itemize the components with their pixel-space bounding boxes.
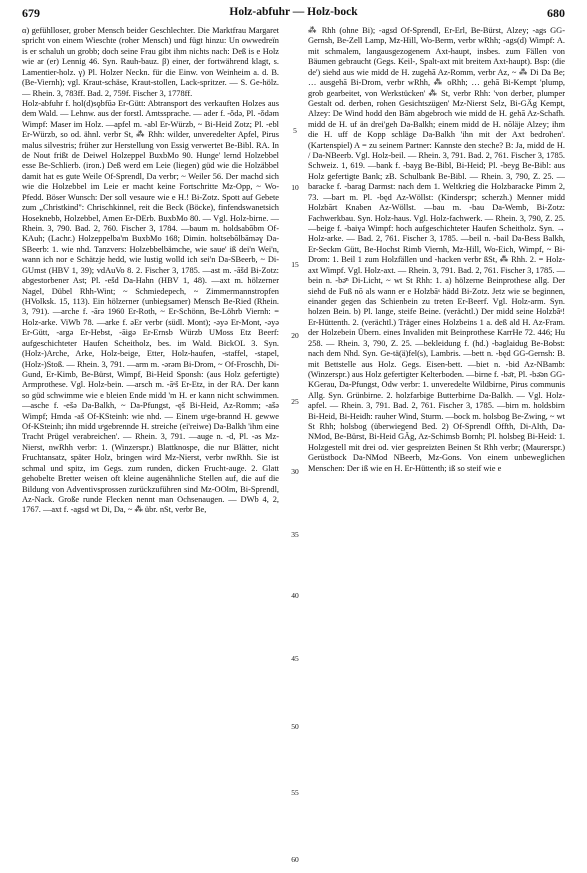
- line-number: 60: [291, 855, 299, 864]
- line-number: 25: [291, 397, 299, 406]
- line-number: 15: [291, 260, 299, 269]
- running-head: Holz-abfuhr — Holz-bock: [229, 6, 358, 18]
- line-number: 40: [291, 591, 299, 600]
- left-page-number: 679: [22, 6, 40, 20]
- right-column: [308, 26, 565, 864]
- page-header: [22, 6, 565, 22]
- line-number: 55: [291, 788, 299, 797]
- line-number: 20: [291, 331, 299, 340]
- entry-holz-abfuhr: Holz-abfuhr f. hol(d)sǫbfūǝ Er-Gütt: Abtransport des verkauften Holzes aus dem Wald. — Lehnw. aus der forstl. Amtssprache. — ader f. -ǒdǝ, Pl. -ǒdǝm Wimpf: Maser im Holz. —apfel m. -abl Er-Würzb, ~ Bi-Heid Zotz; Pl. -ebl Er-Würzb, so od. ähnl. verbr St, ⁂ Rhh: wilder, unveredelter Apfel, Pirus malus silvestris; früher zur Herstellung von Essig verwertet Be-Bibl. RA. In de Nout frißt de Deiwel Holzeppel BuxbMo 90. Hunge' lernd Holzebbel esse Be-Schlierb. (iron.) Deß werd em Leie (liegen) güd wie die Holzäbbel damit hat es gute Weile Of-Sprendl, Da verbr; ~ Weiler 56. Der machd sich wie die Holzebbel im Leie er macht keine Fortschritte Mz-Opp, ~ Wo-Pfedd. Böser Wunsch: Der soll vesaure wie e H.! Bi-Zotz. Spott auf Gebete zum „Christkind": Chrischkinnel, reit die Beck (Böcke), finfendswanetsich Hoseknebb, Holzebbel, Amen Er-DErb. BuxbMo 80. — Vgl. Holz-birne. — Rhein. 3, 790. Bad. 2, 760. Fischer 3, 1784. —baum m. holdsabōbm Of-KAuh; (Lachr.) Holzeppelba'm BuxbMo 168; Dimin. holtsebōlbāmǝɣ Da-SBeerb: 1. wie nhd. Tanzvers: Holzebbelbämche, wie saue' iß dei'n Wei'n, wann ich nor e Schätzje hedd, wie lustig wolld ich sei'n Da-SBeerb, ~ Di-GUmst (HBV 1, 39); vdAuVo 8. 2. Fischer 3, 1785. —ast m. -āšd Bi-Zotz: abgestorbener Ast; Pl. -ešd Da-Hahn (HBV 1, 48). —axt m. hölzerner Nagel, Dübel Rhh-Wint; ~ Schmiedepech, ~ Zimmermannstropfen (HVolksk. 15, 113). Ein hölzerner (unbiegsamer) Mensch Be-Ried (Rhein. 3, 791). —arche f. -ārǝ 1960 Er-Roth, ~ Er-Schönn, Be-Löhrb Viernh: = Holz-arke. ViWb 78. —arke f. ǝEr verbr (südl. Mont); -ǝyǝ Er-Mont, -ǝyǝ Er-Gütt, -argǝ Er-Hebst, -āigǝ Er-Ernsb Würzb UMoss Etz Beerf: aufgeschichteter Haufen Scheitholz, bes. im Wald. BickOL 3. Syn. (Holz-)Arche, Arke, Holz-beige, Etter, Holz-haufen, -staffel, -stapel, (Holz-)Stoß. — Rhein. 3, 791. —arm m. -ǝrǝm Bi-Drom, ~ Of-Froschh, Di-Gund, Er-Kimb, Be-Bürst, Wimpf, Bi-Heid Sponsh: (aus Holz gefertigte) Armprothese. Vgl. Holz-bein. —arsch m. -āˢš Er-Etz, in der RA. Der kann so güd schwimme wie e bleien Ende midd 'm H. er kann nicht schwimmen. —asche f. -ešǝ Da-Balkh, ~ Da-Pfungst, -ęš Bi-Heid, Az-Romm; -ašǝ Wimpf; Hmda -aš Of-KSteinh: wie nhd. — Einem uˢge-brannd H. gewwe Of-KSteinh; ihn midd uˢgebrennde H. streiche (ei'reiwe) Da-Balkh 'ihm eine Tracht Prügel verabreichen'. — Rhein. 3, 791. —auge n. -d, Pl. -ǝs Mz-Nierst, nwRhh verbr: 1. (Winzerspr.) Blattknospe, die nur Blätter, nicht Fruchtansatz, später Holz, bringen wird Mz-Nierst, verbr nwRhh. Sie ist schmal und spitz, im Gegs. zum runden, dicken Frucht-auge. 2. Glatt gehobelte Bretter weisen oft kleine augenähnliche Stellen auf, die auf die Bildung von Adventivsprossen zurückzuführen sind Mz-OOlm, Bi-Sprendl, Az-Nack. Große runde Flecken nennt man Ochsenaugen. — DWb 4, 2, 1767. —axt f. -agsd wt Di, Da, ~ ⁂ übr. nSt, verbr Be,: [22, 98, 279, 515]
- line-number: 10: [291, 183, 299, 192]
- line-number: 45: [291, 654, 299, 663]
- line-number: 5: [293, 126, 297, 135]
- right-page-number: 680: [547, 6, 565, 20]
- line-number: 50: [291, 722, 299, 731]
- line-number-gutter: [287, 26, 303, 864]
- line-number: 35: [291, 530, 299, 539]
- left-column: [22, 26, 279, 864]
- line-number: 30: [291, 467, 299, 476]
- entry-holz-axt-continuation: ⁂ Rhh (ohne Bi); -agsd Of-Sprendl, Er-Erl, Be-Bürst, Alzey; -ags GG-Gernsh, Be-Zell Lamp, Mz-Hill, Wo-Berm, verbr wRhh; -ags(d) Wimpf: A. mit schmalem, langausgezogenem Axt-haupt, insbes. zum Fällen von Bäumen gebraucht (Gegs. Keil-, Spalt-axt mit breitem Axt-haupt). Bsp: (die de') siehd aus wie midd de H. zugehā Az-Romm, verbr Az, ~ ⁂ Di Da Be; … ausgehā Bi-Drom, verbr wRhh, ⁂ oRhh; … gehā Bi-Kempt 'plump, grob gearbeitet, von Werkstücken' ⁂ St, verbr Rhh: 'von derber, plumper Gestalt od. derben, rohen Gesichtszügen' Mz-Nierst Selz, Bi-GÄg Kempt, Alzey: De Wind hodd den Bām abgebroch wie midd de H. gehā Az-Schafh. midd de H. uf än drei'geh Da-Balkh; einem midd de H. nōläje Alzey; ihm die H. uff de Kopp schläge Da-Balkh 'ihn mit der Axt bedrohen'. (Kartenspiel) A = zu seinem Partner: Kannste den steche? B: Ja, midd de H. / Da-NBeerb. Vgl. Holz-beil. — Rhein. 3, 791. Bad. 2, 761. Fischer 3, 1785. Schweiz. 1, 619. —bank f. -bayg Be-Bibl, Bi-Heid; Pl. -beyg Be-Bibl: aus Holz gefertigte Bank; zB. Schulbank Be-Bibl. — Rhein. 3, 790, Z. 25. —baracke f. -barag Darmst: nach dem 1. Weltkrieg die Holzbaracke Pimm 2, 73. —bart m. Pl. -będ Az-Wöllst: (Kinderspr; scherzh.) Menner midd Holzbārt Knaben Az-Wöllst. —bau m. -bau Da-Wemb, Bi-Zotz: Fachwerkbau. Syn. Holz-haus. Vgl. Holz-fachwerk. — Rhein. 3, 790, Z. 25. —beige f. -baiɣǝ Wimpf: hoch aufgeschichteter Haufen Scheitholz. Syn. → Holz-arke. — Bad. 2, 761. Fischer 3, 1785. —beil n. -bail Da-Bess Balkh, Er-Seckm Gütt, Be-Hochst Rimb Viernh, Mz-Hill, Wo-Eich, Wimpf, ~ Bi-Drom: 1. Beil 1 zum Holzfällen und -hacken verbr ßSt, ⁂ Rhh. 2. = Holz-axt Wimpf. Vgl. Holz-axt. — Rhein. 3, 791. Bad. 2, 761. Fischer 3, 1785. —bein n. -bǝ̄ⁿ Di-Licht, ~ wt St Rhh: 1. a) hölzerne Beinprothese allg. Der siehd de Fuß nō als wann er e Holzbāˢ hädd Bi-Zotz. Jetz wie se beginnen, einander gegen das Schienbein zu treten Er-Beerf. Vgl. Holz-arm. Syn. holzen Bein. b) Pl. lange, steife Beine. (verächtl.) Der midd seine Holzbāˢ! Er-Hüttenth. 2. (verächtl.) Träger eines Holzbeins 1 a. deß ald H. Az-Fram. der Holzebein Übern. eines Invaliden mit Beinprothese KarrHe 72. 446; Hu 258. — Rhein. 3, 790, Z. 25. —bekleidung f. (hd.) -bǝglaidug Be-Bobst: nach dem Nhd. Syn. Ge-tä(ä)fel(s), Lambris. —bett n. -będ GG-Gernsh: B. mit Bettstelle aus Holz. Gegs. Eisen-bett. —biet n. -bid Az-NBamb: (Winzerspr.) aus Holz gefertigter Kelterboden. —birne f. -bǝ̄r, Pl. -bǝ̄ǝn GG-KGerau, Da-Pfungst, Odw verbr: 1. unveredelte Wildbirne, Pirus communis Allg. Syn. Grünbirne. 2. holzfarbige Butterbirne Da-Balkh. — Vgl. Holz-apfel. — Rhein. 3, 791. Bad. 2, 761. Fischer 3, 1785. —birn m. holdsbirn Bi-Heid, Bi-Heidh: rauher Wind, Sturm. —bock m. holsbog Be-Zwing, ~ wt St Rhh; holsbog (überwiegend Bed. 2) Of-Sprendl Offth, Di-Alth, Da-NMod, Be-Bürst, Bi-Heid GÄg, Az-Schimsb Bornh; Pl. holsbeg Bi-Heid: 1. Holzgestell mit drei od. vier gespreizten Beinen St Rhh verbr; (Maurerspr.) Gerüstbock Da-NMod NBeerb, Mz-Gons. Von einem unbeweglichen Menschen: Der iß wie en H. Er-Hüttenth; iß so steif wie e: [308, 26, 565, 473]
- entry-holz-continuation: α) gefühlloser, grober Mensch beider Geschlechter. Die Marktfrau Margaret spricht von einem Wieschte (roher Mensch) und fügt hinzu: Un owwedreïn is er schaluh un grobb; doch seine Frau gibt ihm nichts nach: Deß is e Holz wie ar (er) Lennig 46. Syn. Rauh-bauz. β) einer, der fortwährend klagt, s. Lamentier-holz. γ) Pl. Holzer Neckn. für die Einw. von Weinheim a. d. B. (Be-Viernh); vgl. Kraut-schäse, Kraut-stollen, Lack-spritzer. — S. Ge-hölz. — Rhein. 3, 783ff. Bad. 2, 759f. Fischer 3, 1778ff.: [22, 26, 279, 98]
